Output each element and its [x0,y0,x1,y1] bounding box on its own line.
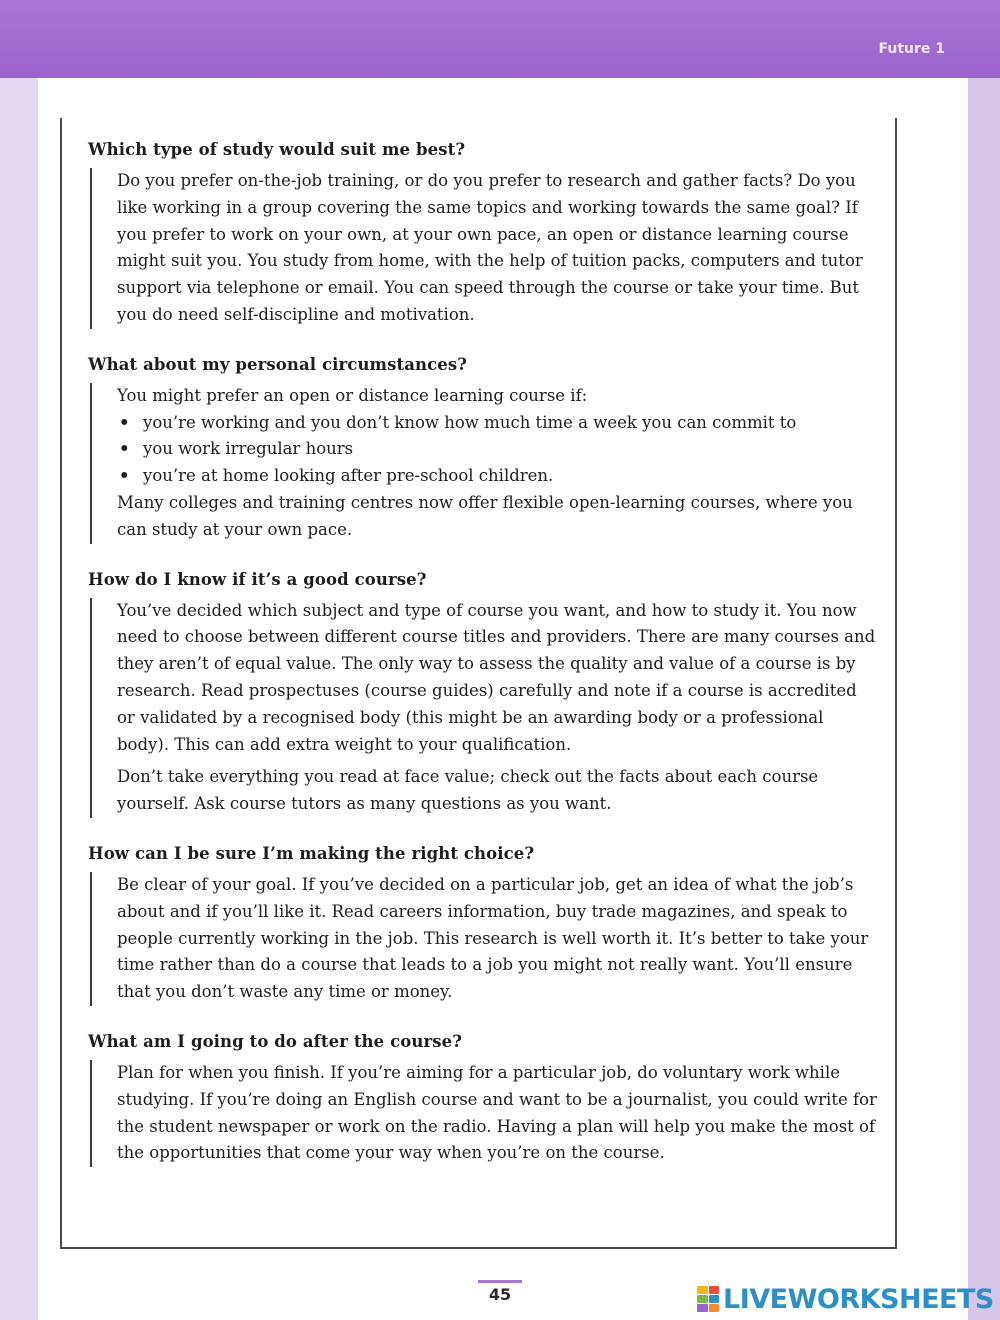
bullet-list [117,410,878,490]
list-item: • you’re working and you don’t know how much time a week you can commit to [117,410,878,437]
left-margin-strip [0,78,38,1320]
section-personal-circumstances [88,353,878,544]
paragraph: Do you prefer on-the-job training, or do you prefer to research and gather facts? Do you like working in a group covering the same topics and working towards the same goal? If you prefer to work on your own, at your own pace, an open or distance learning course might suit you. You study from home, with the help of tuition packs, computers and tutor support via telephone or email. You can speed through the course or take your time. But you do need self-discipline and motivation. [117,171,863,324]
article-content [88,138,878,1191]
logo-tile [697,1304,708,1312]
list-item: • you work irregular hours [117,436,878,463]
paragraph: Plan for when you finish. If you’re aiming for a particular job, do voluntary work while studying. If you’re doing an English course and want to be a journalist, you could write for the student newspaper or work on the radio. Having a plan will help you make the most of the opportunities that come your way when you’re on the course. [117,1062,877,1163]
logo-tile [697,1286,708,1294]
paragraph: You might prefer an open or distance learning course if: [117,385,588,405]
section-heading: How can I be sure I’m making the right choice? [88,843,535,863]
section-good-course [88,568,878,818]
paragraph: Many colleges and training centres now offer flexible open-learning courses, where you can study at your own pace. [117,492,853,539]
section-after-course [88,1030,878,1167]
liveworksheets-watermark [697,1283,994,1315]
list-item: • you’re at home looking after pre-school children. [117,463,878,490]
section-body [90,1060,878,1167]
section-body [90,168,878,329]
unit-label: Future 1 [878,41,945,57]
section-study-type [88,138,878,329]
frame-right-border [895,118,897,1248]
section-heading: Which type of study would suit me best? [88,140,466,159]
section-heading: What about my personal circumstances? [88,354,468,374]
right-margin-strip [968,78,1000,1320]
section-body [90,872,878,1006]
frame-left-border [60,118,62,1248]
logo-tile [709,1286,720,1294]
section-heading: What am I going to do after the course? [88,1031,462,1051]
section-heading: How do I know if it’s a good course? [88,569,427,589]
frame-bottom-border [60,1247,897,1249]
logo-tile [697,1295,708,1303]
logo-tile [709,1304,720,1312]
paragraph: Don’t take everything you read at face value; check out the facts about each course yourself. Ask course tutors as many questions as you want. [117,767,819,814]
section-body [90,598,878,818]
top-banner [0,0,1000,78]
logo-tile [709,1295,720,1303]
page-number: 45 [478,1280,522,1304]
section-body [90,383,878,544]
liveworksheets-logo-icon [697,1286,719,1312]
watermark-text: LIVEWORKSHEETS [723,1283,994,1315]
paragraph: Be clear of your goal. If you’ve decided on a particular job, get an idea of what the job’s about and if you’ll like it. Read careers information, buy trade magazines, and speak to people currently working in the job. This research is well worth it. It’s better to take your time rather than do a course that leads to a job you might not really want. You’ll ensure that you don’t waste any time or money. [117,874,869,1002]
paragraph: You’ve decided which subject and type of course you want, and how to study it. You now need to choose between different course titles and providers. There are many courses and they aren’t of equal value. The only way to assess the quality and value of a course is by research. Read prospectuses (course guides) carefully and note if a course is accredited or validated by a recognised body (this might be an awarding body or a professional body). This can add extra weight to your qualification. [117,600,876,754]
section-right-choice [88,842,878,1006]
